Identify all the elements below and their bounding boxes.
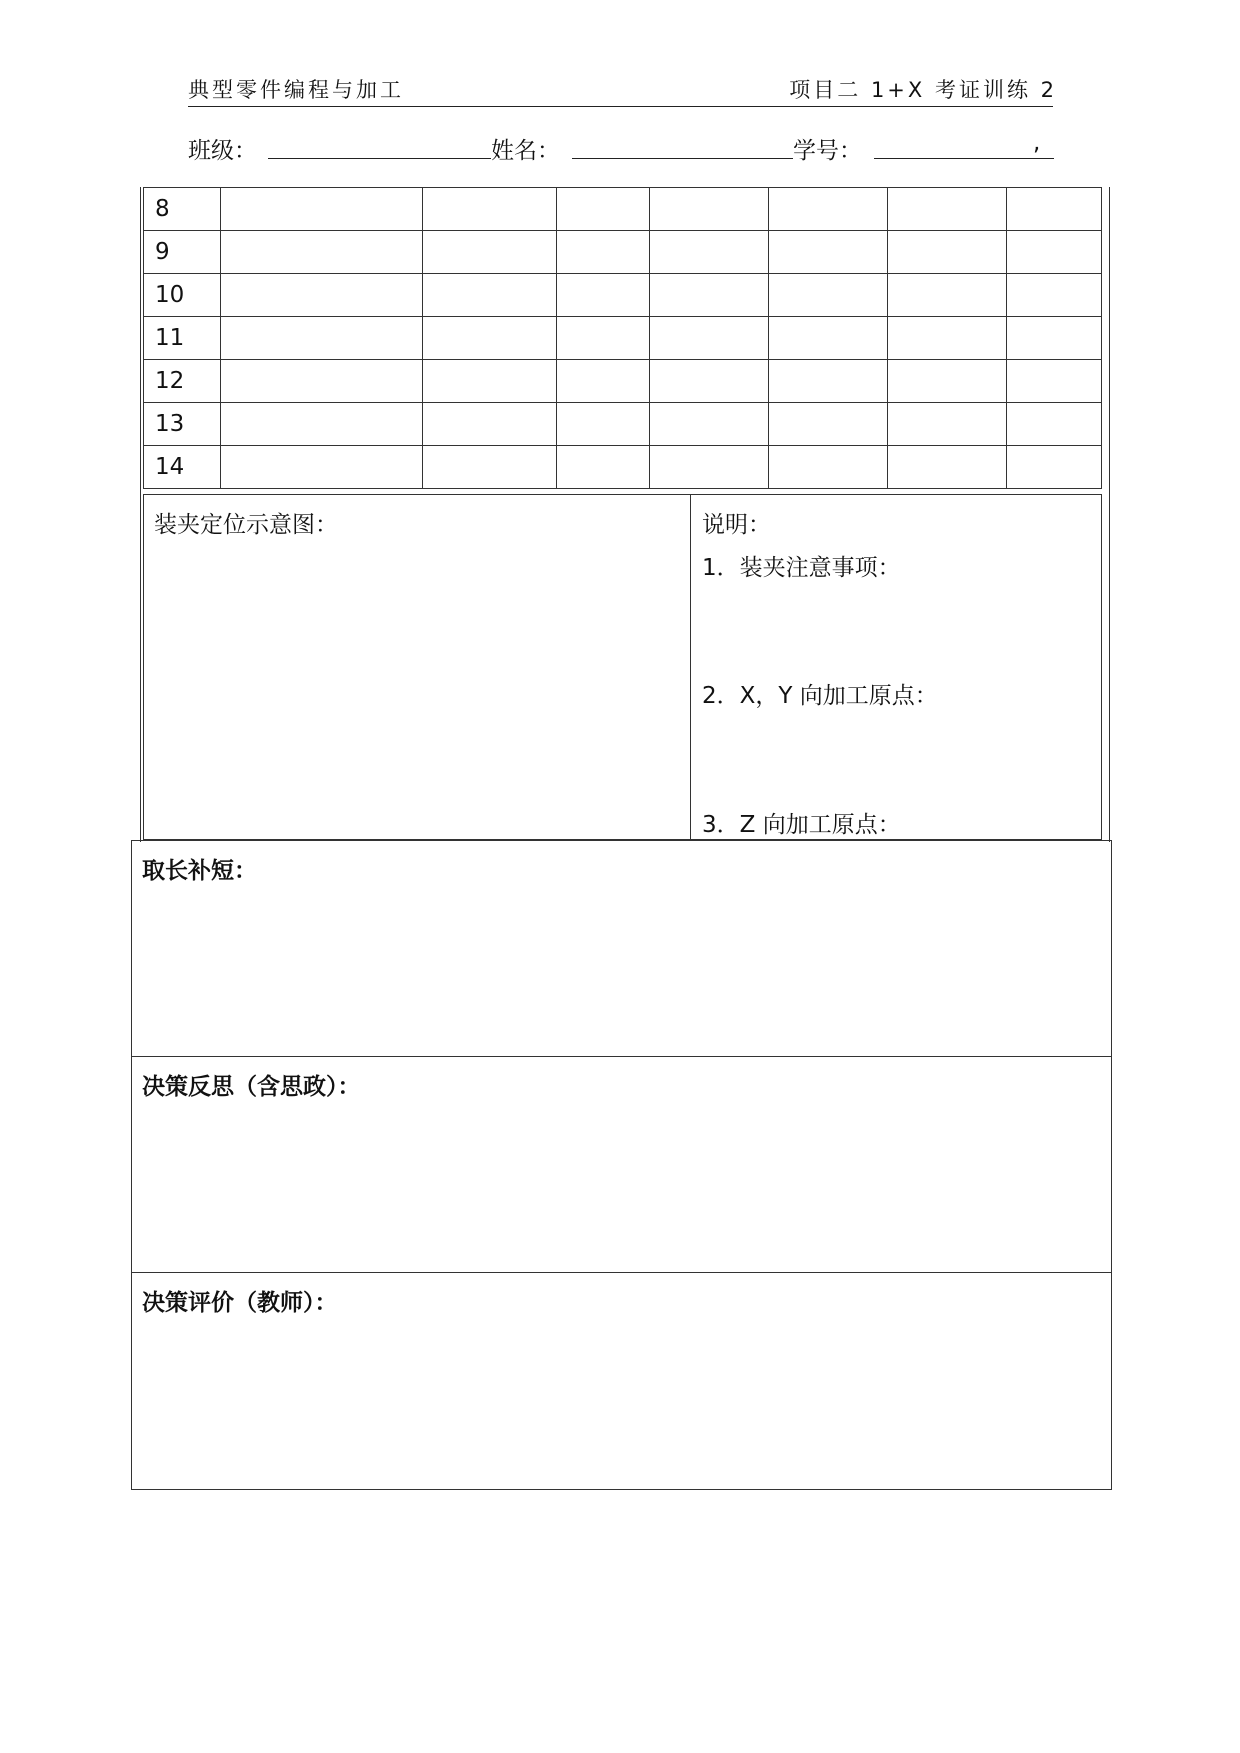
table-cell[interactable] xyxy=(221,360,423,403)
table-cell[interactable] xyxy=(423,188,557,231)
header-course-title: 典型零件编程与加工 xyxy=(188,78,404,102)
table-cell[interactable] xyxy=(221,446,423,489)
table-cell[interactable] xyxy=(650,317,769,360)
table-cell[interactable] xyxy=(769,274,888,317)
table-row xyxy=(144,360,1102,403)
table-cell[interactable] xyxy=(557,360,650,403)
reflection-area[interactable] xyxy=(134,1104,1109,1268)
table-cell[interactable] xyxy=(769,446,888,489)
table-cell[interactable] xyxy=(557,317,650,360)
teacher-evaluation-label: 决策评价（教师）： xyxy=(142,1290,338,1316)
row-number: 14 xyxy=(144,446,221,489)
strengths-label: 取长补短： xyxy=(142,858,257,884)
notes-title: 说明： xyxy=(702,512,771,538)
table-cell[interactable] xyxy=(650,188,769,231)
table-row xyxy=(144,231,1102,274)
table-cell[interactable] xyxy=(423,446,557,489)
table-row xyxy=(144,317,1102,360)
student-info-line xyxy=(188,132,1054,166)
table-cell[interactable] xyxy=(423,231,557,274)
student-id-field[interactable] xyxy=(874,158,1054,159)
table-cell[interactable] xyxy=(557,403,650,446)
name-field[interactable] xyxy=(572,158,793,159)
table-cell[interactable] xyxy=(888,231,1007,274)
student-id-label: 学号： xyxy=(793,138,862,164)
section-divider xyxy=(131,1272,1112,1273)
header-project-title: 项目二 1+X 考证训练 2 xyxy=(789,78,1057,102)
table-cell[interactable] xyxy=(888,360,1007,403)
table-cell[interactable] xyxy=(769,231,888,274)
table-cell[interactable] xyxy=(769,403,888,446)
name-label: 姓名： xyxy=(491,138,560,164)
table-cell[interactable] xyxy=(1007,188,1102,231)
table-cell[interactable] xyxy=(423,274,557,317)
table-cell[interactable] xyxy=(888,188,1007,231)
table-cell[interactable] xyxy=(423,403,557,446)
section-divider xyxy=(131,1056,1112,1057)
table-row xyxy=(144,188,1102,231)
table-cell[interactable] xyxy=(1007,360,1102,403)
process-table xyxy=(143,187,1102,489)
table-cell[interactable] xyxy=(221,188,423,231)
note-z-origin: 3．Z 向加工原点： xyxy=(702,812,901,838)
table-cell[interactable] xyxy=(888,274,1007,317)
table-row xyxy=(144,274,1102,317)
outer-right-border xyxy=(1109,187,1110,842)
note-xy-origin: 2．X，Y 向加工原点： xyxy=(702,683,938,709)
outer-left-border xyxy=(140,187,141,842)
setup-divider xyxy=(690,494,691,840)
table-cell[interactable] xyxy=(1007,274,1102,317)
table-cell[interactable] xyxy=(769,317,888,360)
table-cell[interactable] xyxy=(650,231,769,274)
table-cell[interactable] xyxy=(650,403,769,446)
table-cell[interactable] xyxy=(1007,317,1102,360)
row-number: 11 xyxy=(144,317,221,360)
table-cell[interactable] xyxy=(557,446,650,489)
note-clamping: 1．装夹注意事项： xyxy=(702,555,901,581)
table-cell[interactable] xyxy=(221,317,423,360)
reflection-label: 决策反思（含思政）： xyxy=(142,1074,361,1100)
table-row xyxy=(144,403,1102,446)
table-cell[interactable] xyxy=(423,317,557,360)
clamping-diagram-label: 装夹定位示意图： xyxy=(154,512,338,538)
table-cell[interactable] xyxy=(650,446,769,489)
clamping-diagram-area[interactable] xyxy=(146,540,686,835)
row-number: 12 xyxy=(144,360,221,403)
class-label: 班级： xyxy=(188,138,257,164)
table-cell[interactable] xyxy=(1007,231,1102,274)
row-number: 10 xyxy=(144,274,221,317)
class-field[interactable] xyxy=(268,158,491,159)
table-cell[interactable] xyxy=(557,231,650,274)
table-cell[interactable] xyxy=(1007,446,1102,489)
table-cell[interactable] xyxy=(221,274,423,317)
table-row xyxy=(144,446,1102,489)
row-number: 9 xyxy=(144,231,221,274)
table-cell[interactable] xyxy=(221,403,423,446)
table-cell[interactable] xyxy=(650,274,769,317)
row-number: 8 xyxy=(144,188,221,231)
table-cell[interactable] xyxy=(423,360,557,403)
table-cell[interactable] xyxy=(769,360,888,403)
table-cell[interactable] xyxy=(888,446,1007,489)
trailing-comma: , xyxy=(1033,130,1041,156)
strengths-area[interactable] xyxy=(134,888,1109,1052)
table-cell[interactable] xyxy=(888,317,1007,360)
table-cell[interactable] xyxy=(221,231,423,274)
teacher-evaluation-area[interactable] xyxy=(134,1320,1109,1486)
table-cell[interactable] xyxy=(769,188,888,231)
table-cell[interactable] xyxy=(888,403,1007,446)
table-cell[interactable] xyxy=(1007,403,1102,446)
header-divider xyxy=(188,106,1053,107)
table-cell[interactable] xyxy=(557,188,650,231)
table-cell[interactable] xyxy=(557,274,650,317)
table-cell[interactable] xyxy=(650,360,769,403)
row-number: 13 xyxy=(144,403,221,446)
